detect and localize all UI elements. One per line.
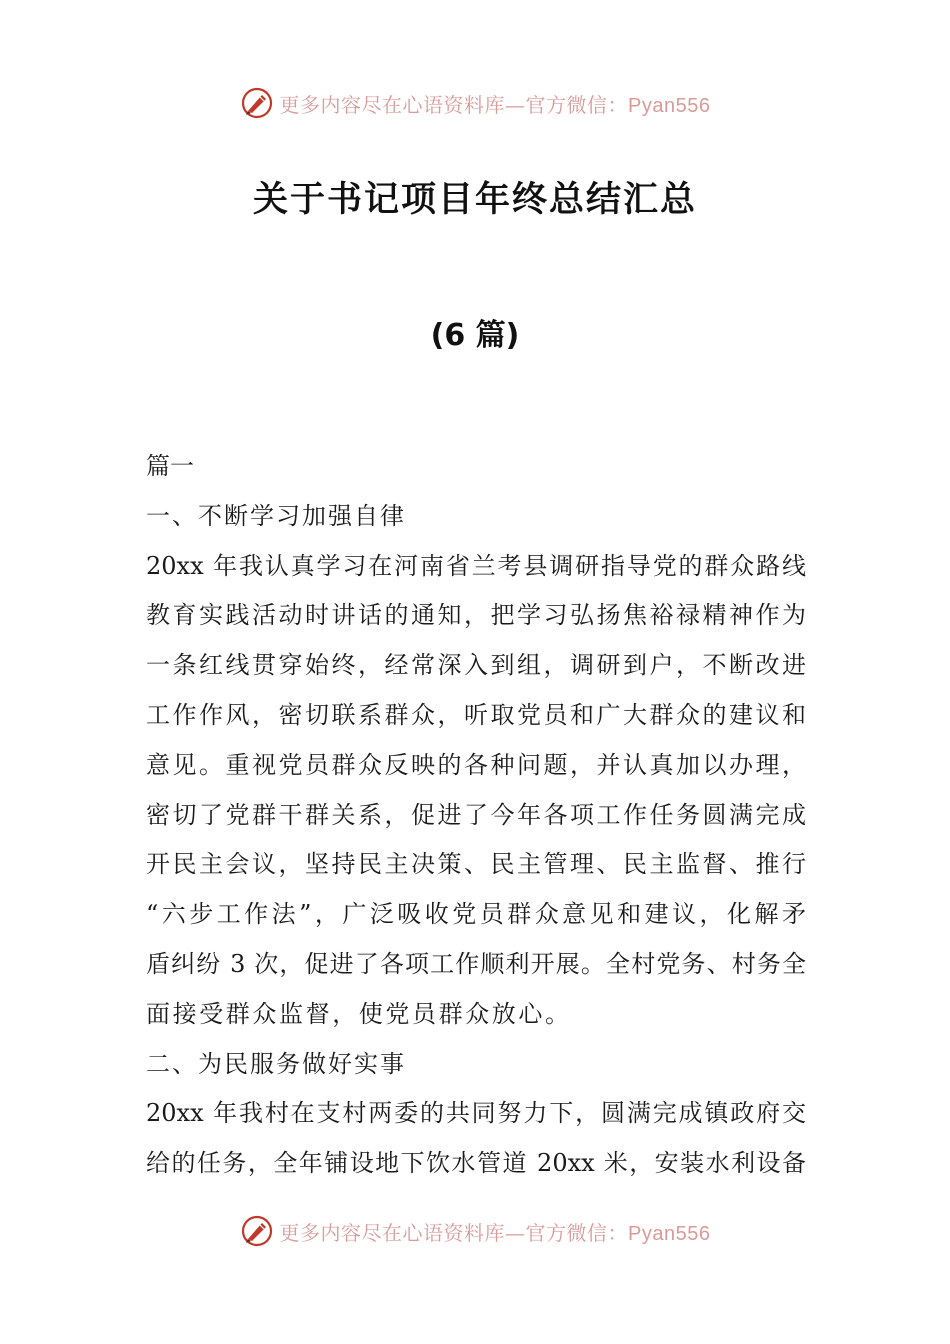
document-subtitle: (6 篇)	[430, 318, 520, 353]
paragraph-line: “六步工作法”，广泛吸收党员群众意见和建议，化解矛	[146, 900, 806, 929]
watermark-id: Pyan556	[628, 1222, 711, 1245]
paragraph-line: 一条红线贯穿始终，经常深入到组，调研到户，不断改进	[146, 651, 806, 680]
watermark-text: 更多内容尽在心语资料库—官方微信：	[279, 92, 629, 117]
section-label: 篇一	[146, 452, 194, 480]
pen-logo-icon	[240, 1214, 274, 1248]
pen-logo-icon	[240, 86, 274, 120]
paragraph-line: 面接受群众监督，使党员群众放心。	[146, 999, 572, 1028]
document-title: 关于书记项目年终总结汇总	[252, 180, 697, 220]
paragraph-line: 工作作风，密切联系群众，听取党员和广大群众的建议和	[146, 700, 806, 729]
section-heading: 一、不断学习加强自律	[146, 501, 406, 530]
document-body	[146, 442, 806, 1189]
header-watermark	[0, 83, 950, 123]
paragraph-line: 20xx 年我村在支村两委的共同努力下，圆满完成镇政府交	[146, 1099, 806, 1128]
watermark-text: 更多内容尽在心语资料库—官方微信：	[279, 1220, 629, 1245]
footer-watermark	[0, 1211, 950, 1251]
paragraph-line: 盾纠纷 3 次，促进了各项工作顺利开展。全村党务、村务全	[146, 949, 806, 978]
paragraph-line: 20xx 年我认真学习在河南省兰考县调研指导党的群众路线	[146, 551, 806, 580]
paragraph-line: 密切了党群干群关系，促进了今年各项工作任务圆满完成	[146, 800, 806, 829]
section-heading: 二、为民服务做好实事	[146, 1049, 406, 1078]
paragraph-line: 给的任务，全年铺设地下饮水管道 20xx 米，安装水利设备	[146, 1149, 806, 1178]
paragraph-line: 开民主会议，坚持民主决策、民主管理、民主监督、推行	[146, 850, 806, 879]
paragraph-line: 教育实践活动时讲话的通知，把学习弘扬焦裕禄精神作为	[146, 601, 806, 630]
paragraph-line: 意见。重视党员群众反映的各种问题，并认真加以办理，	[146, 750, 806, 779]
watermark-id: Pyan556	[628, 94, 711, 117]
